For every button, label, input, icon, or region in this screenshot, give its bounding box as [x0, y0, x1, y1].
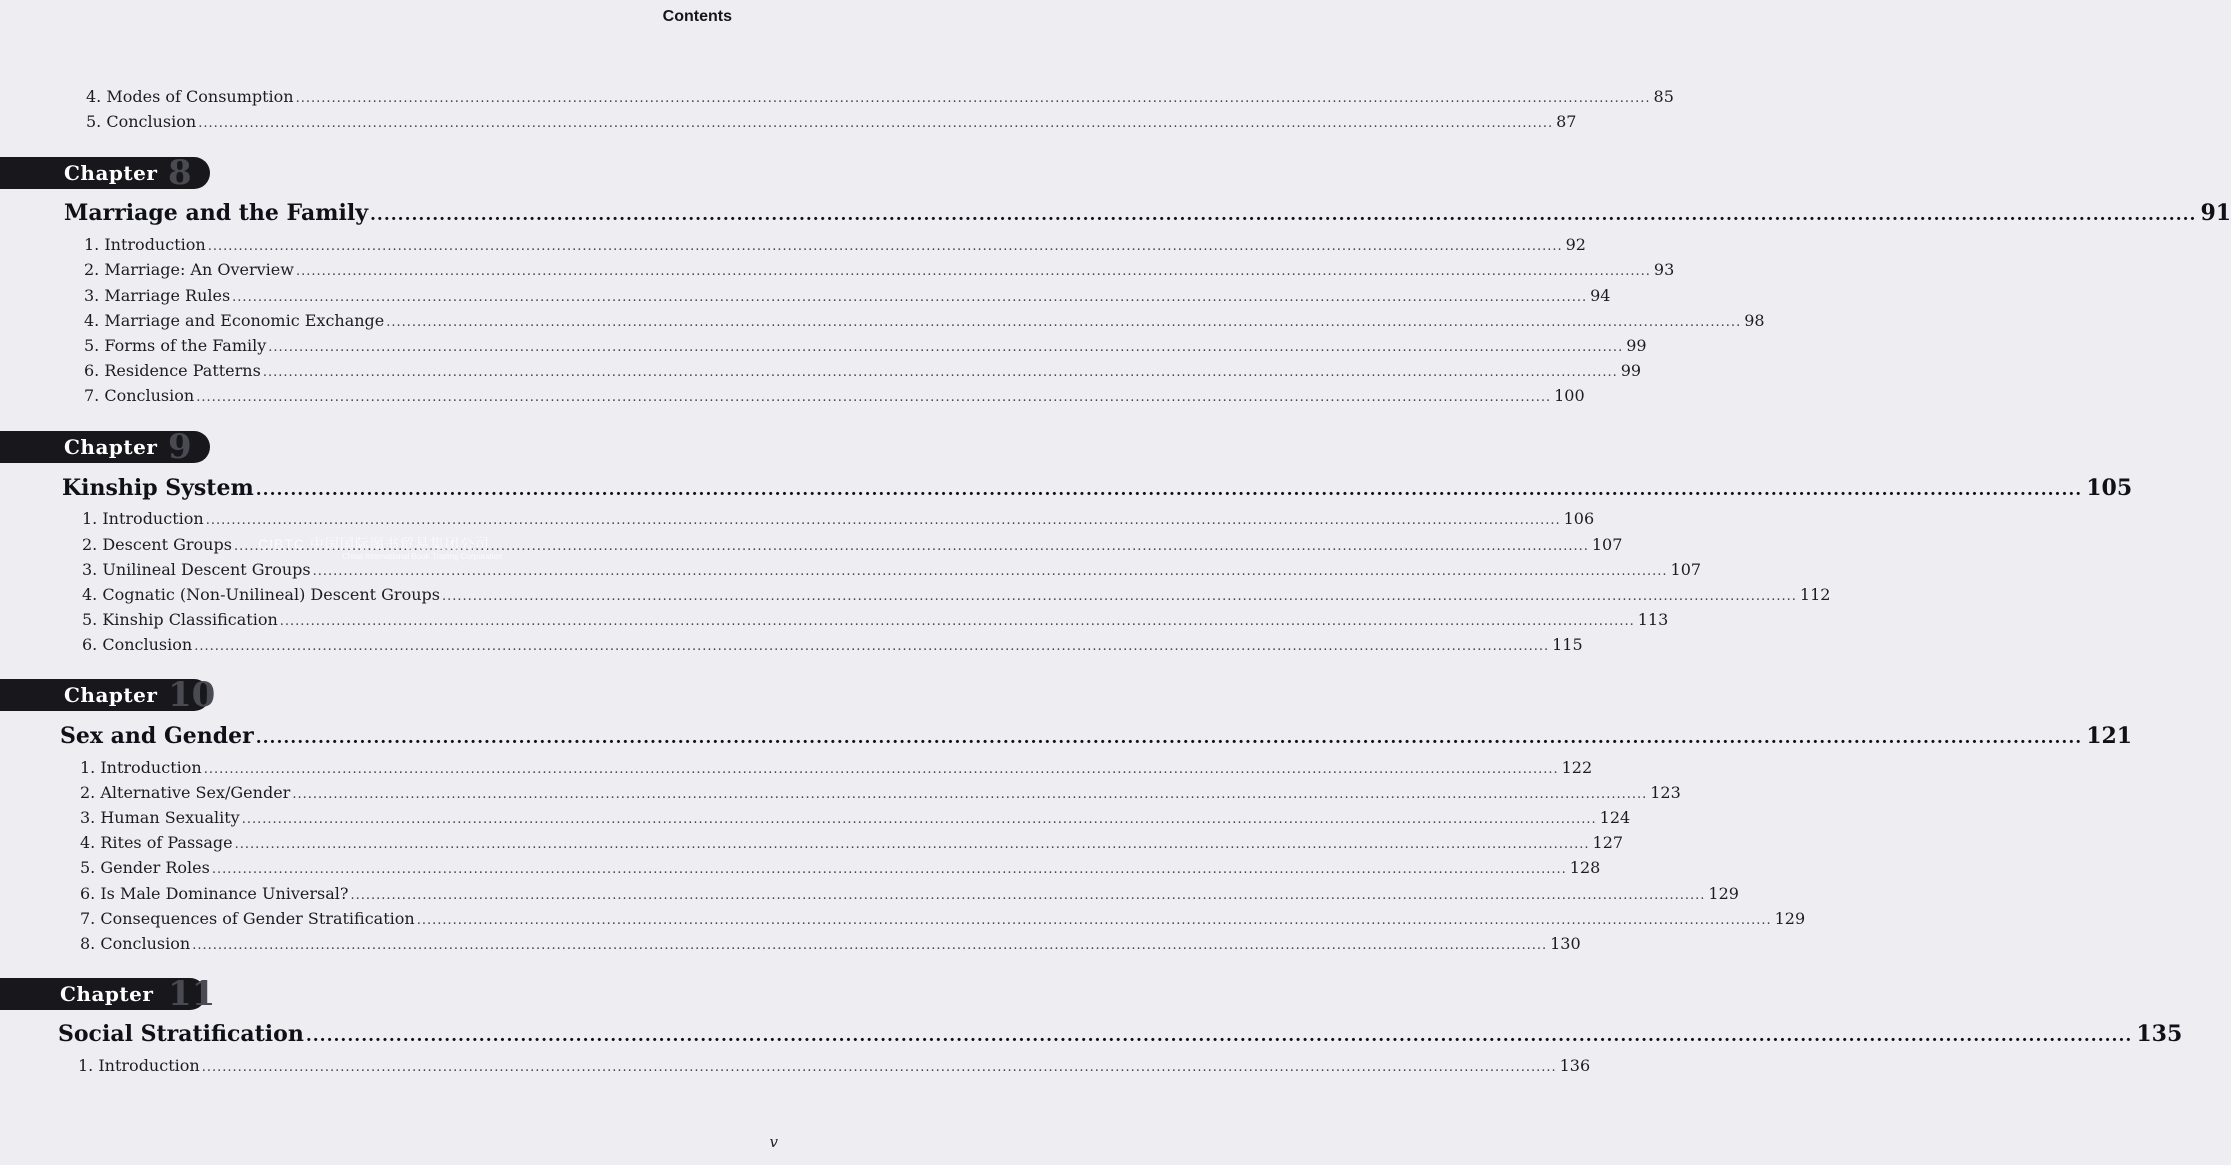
chapter-label: Chapter [64, 161, 158, 185]
dot-leader [350, 885, 1705, 907]
dot-leader [204, 759, 1559, 781]
dot-leader [212, 859, 1567, 881]
toc-entry[interactable] [80, 782, 1681, 804]
toc-entry[interactable] [82, 508, 1595, 530]
toc-entry-title: 5. Kinship Classification [82, 610, 278, 629]
toc-entry-page: 106 [1563, 509, 1595, 528]
toc-entry-page: 122 [1561, 758, 1593, 777]
dot-leader [235, 834, 1590, 856]
chapter-number: 9 [168, 427, 192, 467]
dot-leader [232, 287, 1587, 309]
dot-leader [313, 561, 1668, 583]
toc-entry[interactable] [82, 634, 1583, 656]
dot-leader [234, 536, 1589, 558]
toc-entry[interactable] [82, 559, 1702, 581]
toc-entry-page: 124 [1599, 808, 1631, 827]
toc-entry-page: 115 [1552, 635, 1583, 654]
dot-leader [296, 261, 1651, 283]
toc-entry-title: 8. Conclusion [80, 934, 191, 953]
toc-entry-page: 99 [1620, 361, 1642, 380]
toc-entry-title: 5. Forms of the Family [84, 336, 267, 355]
toc-entry[interactable] [84, 259, 1675, 281]
toc-entry-title: 6. Conclusion [82, 635, 193, 654]
toc-entry-title: 6. Is Male Dominance Universal? [80, 884, 349, 903]
dot-leader [242, 809, 1597, 831]
toc-entry-page: 107 [1670, 560, 1702, 579]
toc-entry-page: 128 [1569, 858, 1601, 877]
watermark-line1: CIBTC 中国国际图书贸易集团公司 [258, 536, 490, 552]
toc-entry[interactable] [80, 883, 1739, 905]
dot-leader [208, 236, 1563, 258]
chapter-title: Kinship System [62, 475, 254, 501]
chapter-number: 8 [168, 153, 192, 193]
toc-entry[interactable] [80, 933, 1581, 955]
chapter-tab-9 [0, 427, 210, 467]
chapter-number: 11 [168, 974, 216, 1014]
chapter-title: Social Stratification [58, 1021, 304, 1047]
toc-entry-title: 1. Introduction [84, 235, 206, 254]
toc-entry[interactable] [84, 310, 1765, 332]
chapter-tab-11 [0, 974, 216, 1014]
toc-entry-title: 2. Marriage: An Overview [84, 260, 294, 279]
dot-leader [256, 723, 2082, 753]
dot-leader [417, 910, 1772, 932]
toc-entry-title: 7. Consequences of Gender Stratification [80, 909, 415, 928]
toc-entry[interactable] [84, 285, 1611, 307]
toc-entry-title: 6. Residence Patterns [84, 361, 261, 380]
toc-entry-page: 85 [1653, 87, 1674, 106]
toc-entry-page: 130 [1550, 934, 1581, 953]
dot-leader [296, 88, 1651, 110]
chapter-tab-10 [0, 675, 216, 715]
toc-entry-page: 94 [1590, 286, 1611, 305]
dot-leader [442, 586, 1797, 608]
toc-entry[interactable] [80, 857, 1601, 879]
toc-entry[interactable] [80, 807, 1631, 829]
toc-entry-title: 3. Human Sexuality [80, 808, 240, 827]
toc-entry-page: 136 [1559, 1056, 1591, 1075]
toc-entry-title: 1. Introduction [78, 1056, 200, 1075]
chapter-page: 105 [2086, 475, 2133, 501]
dot-leader [268, 337, 1623, 359]
toc-entry-page: 100 [1554, 386, 1585, 405]
toc-entry-title: 3. Unilineal Descent Groups [82, 560, 311, 579]
dot-leader [196, 387, 1551, 409]
toc-entry[interactable] [84, 234, 1586, 256]
dot-leader [202, 1057, 1557, 1079]
chapter-number: 10 [168, 675, 216, 715]
dot-leader [192, 935, 1547, 957]
dot-leader [256, 475, 2082, 505]
chapter-label: Chapter [60, 982, 154, 1006]
toc-entry-page: 127 [1592, 833, 1624, 852]
toc-entry-title: 7. Conclusion [84, 386, 195, 405]
dot-leader [206, 510, 1561, 532]
toc-entry-page: 98 [1744, 311, 1765, 330]
toc-entry[interactable] [84, 385, 1585, 407]
toc-entry-title: 2. Alternative Sex/Gender [80, 783, 291, 802]
dot-leader [194, 636, 1549, 658]
toc-entry[interactable] [78, 1055, 1591, 1077]
chapter-page: 91 [2200, 200, 2231, 226]
dot-leader [198, 113, 1553, 135]
dot-leader [306, 1021, 2132, 1051]
toc-entry-page: 87 [1556, 112, 1577, 131]
toc-entry[interactable] [84, 335, 1647, 357]
dot-leader [370, 200, 2196, 230]
toc-entry[interactable] [82, 534, 1623, 556]
chapter-heading[interactable] [58, 1019, 2183, 1049]
toc-entry-page: 123 [1650, 783, 1681, 802]
watermark-line2: China International Book Trading Corporation [342, 552, 503, 561]
toc-entry-title: 5. Gender Roles [80, 858, 210, 877]
toc-entry[interactable] [82, 584, 1831, 606]
toc-entry[interactable] [80, 832, 1624, 854]
toc-entry-title: 4. Modes of Consumption [86, 87, 294, 106]
dot-leader [386, 312, 1741, 334]
toc-entry[interactable] [80, 757, 1593, 779]
toc-entry-title: 4. Marriage and Economic Exchange [84, 311, 385, 330]
toc-entry-page: 129 [1708, 884, 1739, 903]
toc-entry-title: 3. Marriage Rules [84, 286, 231, 305]
toc-entry-page: 107 [1591, 535, 1623, 554]
chapter-label: Chapter [64, 683, 158, 707]
toc-entry-title: 4. Rites of Passage [80, 833, 233, 852]
page-number: v [769, 1133, 778, 1151]
chapter-heading[interactable] [62, 473, 2133, 503]
chapter-title: Marriage and the Family [64, 200, 368, 226]
toc-entry-page: 112 [1799, 585, 1831, 604]
chapter-page: 121 [2086, 723, 2133, 749]
toc-entry-title: 1. Introduction [80, 758, 202, 777]
toc-entry-page: 113 [1637, 610, 1669, 629]
dot-leader [292, 784, 1647, 806]
toc-entry[interactable] [82, 609, 1669, 631]
page-header: Contents [662, 8, 732, 25]
toc-entry-page: 93 [1653, 260, 1675, 279]
chapter-title: Sex and Gender [60, 723, 254, 749]
chapter-label: Chapter [64, 435, 158, 459]
toc-entry[interactable] [84, 360, 1642, 382]
toc-entry-page: 129 [1774, 909, 1806, 928]
toc-entry-title: 4. Cognatic (Non-Unilineal) Descent Groups [82, 585, 440, 604]
toc-entry-title: 1. Introduction [82, 509, 204, 528]
chapter-tab-8 [0, 153, 210, 193]
toc-entry-page: 99 [1626, 336, 1647, 355]
dot-leader [263, 362, 1618, 384]
toc-entry-page: 92 [1565, 235, 1586, 254]
toc-entry[interactable] [86, 111, 1577, 133]
toc-entry-title: 5. Conclusion [86, 112, 197, 131]
dot-leader [280, 611, 1635, 633]
toc-entry[interactable] [80, 908, 1806, 930]
chapter-page: 135 [2136, 1021, 2183, 1047]
chapter-heading[interactable] [60, 721, 2133, 751]
toc-entry[interactable] [86, 86, 1674, 108]
toc-entry-title: 2. Descent Groups [82, 535, 232, 554]
chapter-heading[interactable] [64, 198, 2231, 228]
